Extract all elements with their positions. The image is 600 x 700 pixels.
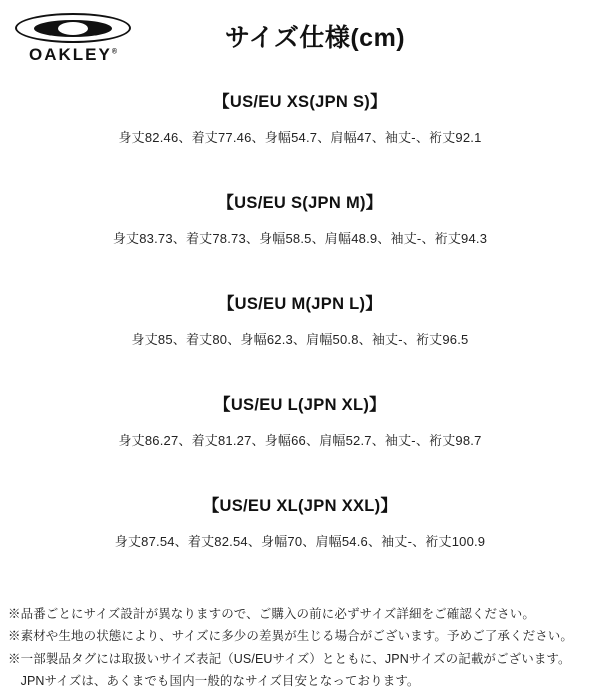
oakley-wordmark [29,46,117,63]
brand-name: OAKLEY [28,45,112,64]
size-label: 【US/EU S(JPN M)】 [217,194,383,212]
oakley-ellipse-icon [15,13,131,43]
note-line: JPNサイズは、あくまでも国内一般的なサイズ目安となっております。 [8,673,420,688]
page-title: サイズ仕様(cm) [224,24,406,52]
note-line: ※素材や生地の状態により、サイズに多少の差異が生じる場合がございます。予めご了承ください。 [8,629,574,644]
size-label: 【US/EU L(JPN XL)】 [214,396,386,414]
size-block-xs [0,88,600,146]
size-block-l [0,391,600,449]
size-label: 【US/EU XL(JPN XXL)】 [202,497,398,515]
note-line: ※品番ごとにサイズ設計が異なりますので、ご購入の前に必ずサイズ詳細をご確認ください。 [8,607,535,621]
size-block-s [0,189,600,247]
registered-trademark-icon: ® [111,48,117,56]
size-measurements: 身丈85、着丈80、身幅62.3、肩幅50.8、袖丈-、裄丈96.5 [131,332,469,347]
size-block-xl [0,492,600,550]
size-measurements: 身丈82.46、着丈77.46、身幅54.7、肩幅47、袖丈-、裄丈92.1 [118,130,482,145]
size-label: 【US/EU XS(JPN S)】 [213,93,387,111]
size-measurements: 身丈86.27、着丈81.27、身幅66、肩幅52.7、袖丈-、裄丈98.7 [118,433,482,448]
notes-section [0,603,600,692]
size-block-m [0,290,600,348]
size-measurements: 身丈83.73、着丈78.73、身幅58.5、肩幅48.9、袖丈-、裄丈94.3 [112,231,488,246]
size-list [0,72,600,550]
size-measurements: 身丈87.54、着丈82.54、身幅70、肩幅54.6、袖丈-、裄丈100.9 [114,534,486,549]
oakley-logo [8,12,138,64]
note-line: ※一部製品タグには取扱いサイズ表記（US/EUサイズ）とともに、JPNサイズの記載がございます。 [8,651,571,666]
page-header [0,0,600,72]
size-label: 【US/EU M(JPN L)】 [217,295,383,313]
